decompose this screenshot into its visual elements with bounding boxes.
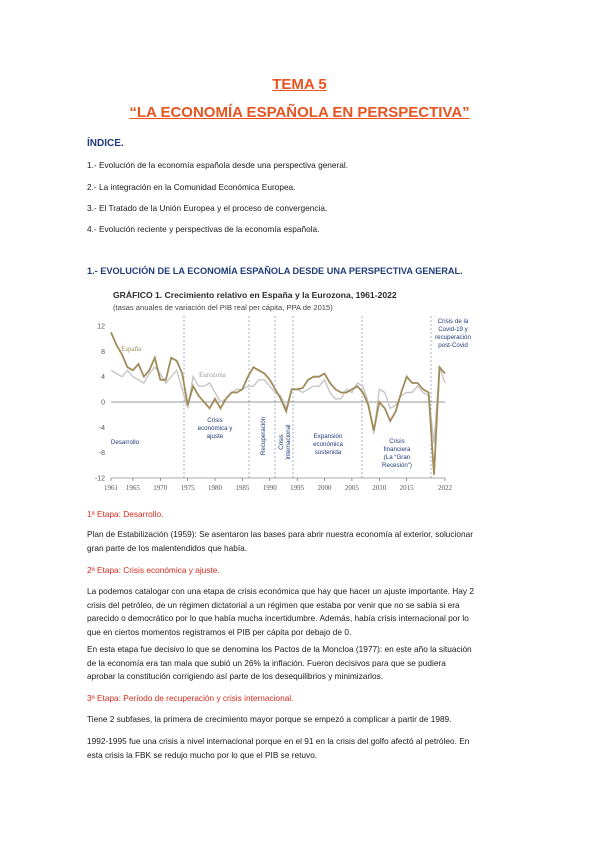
x-tick-label: 1985	[235, 484, 250, 492]
y-tick-label: 0	[101, 399, 105, 407]
section-heading: 1.- EVOLUCIÓN DE LA ECONOMÍA ESPAÑOLA DESDE UNA PERSPECTIVA GENERAL.	[87, 266, 463, 276]
phase-label-crisis-financiera: Crisis financiera (La “Gran Recesión”)	[382, 438, 412, 469]
x-tick-label: 2005	[344, 484, 359, 492]
x-tick-label: 2015	[399, 484, 414, 492]
stage2-paragraph-1	[87, 585, 517, 639]
text-line: Tiene 2 subfases, la primera de crecimiento mayor porque se empezó a complicar a partir de 1989.	[87, 714, 452, 724]
x-tick-label: 1970	[153, 484, 168, 492]
x-tick-label: 2010	[372, 484, 387, 492]
series-eurozona-line	[111, 367, 445, 443]
x-tick-label: 2022	[438, 484, 452, 492]
text-line: La podemos catalogar con una etapa de crisis económica que hay que hacer un ajuste importante. Hay 2	[87, 586, 474, 596]
y-tick-label: 4	[101, 374, 105, 382]
document-title: TEMA 5	[272, 76, 327, 93]
text-line: de la economía era tan mala que subió un 26% la inflación. Fueron decisivos para que se pudiera	[87, 657, 446, 668]
text-line: que en ciertos momentos registramos el PIB per cápita por debajo de 0.	[87, 626, 352, 637]
stage3-paragraph-2	[87, 735, 517, 762]
phase-label-covid: Crisis de la Covid-19 y recuperación post-Covid	[435, 318, 471, 349]
x-tick-label: 1995	[290, 484, 305, 492]
document-subtitle: “LA ECONOMÍA ESPAÑOLA EN PERSPECTIVA”	[129, 104, 470, 121]
x-axis	[104, 478, 453, 492]
y-axis	[95, 324, 105, 483]
y-tick-label: 8	[101, 348, 105, 356]
stage2-paragraph-2	[87, 643, 517, 684]
stage1-heading: 1ª Etapa: Desarrollo.	[87, 509, 164, 519]
index-item: 2.- La integración en la Comunidad Económica Europea.	[87, 182, 296, 192]
stage3-paragraph-1	[87, 713, 517, 727]
chart-subtitle: (tasas anuales de variación del PIB real per cápita, PPA de 2015)	[113, 303, 333, 312]
text-line: gran parte de los malentendidos que había.	[87, 542, 248, 553]
text-line: crisis del petróleo, de un régimen dictatorial a un régimen que estaba por venir que no se sabía si era	[87, 599, 460, 610]
x-tick-label: 1961	[104, 484, 118, 492]
phase-label-crisis-ajuste: Crisis económica y ajuste	[197, 417, 233, 440]
phase-label-desarrollo: Desarrollo	[110, 439, 140, 446]
text-line: Plan de Estabilización (1959): Se asentaron las bases para abrir nuestra economía al exterior, solucionar	[87, 529, 474, 539]
stage1-paragraph	[87, 528, 517, 555]
index-item: 3.- El Tratado de la Unión Europea y el proceso de convergencia.	[87, 203, 328, 213]
phase-label-recuperacion: Recuperación	[260, 416, 267, 456]
text-line: aprobar la constitución corrigiendo así parte de los desequilibrios y minimizarlos.	[87, 671, 384, 681]
series-label-eurozona: Eurozona	[199, 371, 226, 379]
y-tick-label: 12	[97, 323, 105, 331]
phase-label-expansion: Expansión económica sostenida	[313, 433, 343, 456]
chart-title: GRÁFICO 1. Crecimiento relativo en España y la Eurozona, 1961-2022	[113, 290, 397, 300]
index-heading: ÍNDICE.	[87, 138, 124, 149]
x-tick-label: 1990	[262, 484, 277, 492]
text-line: parecido o democrático por lo que había mucha incertidumbre. Además, había crisis internacional por lo	[87, 613, 469, 623]
phase-label-crisis-internacional: Crisisinternacional	[278, 424, 292, 460]
text-line: 1992-1995 fue una crisis a nivel internacional porque en el 91 en la crisis del golfo afectó al petróleo. En	[87, 736, 470, 746]
text-line: En esta etapa fue decisivo lo que se denomina los Pactos de la Moncloa (1977): en este año la situación	[87, 644, 472, 654]
stage3-heading: 3ª Etapa: Período de recuperación y crisis internacional.	[87, 693, 294, 703]
x-tick-label: 1965	[125, 484, 140, 492]
index-item: 4.- Evolución reciente y perspectivas de la economía española.	[87, 224, 320, 234]
stage2-heading: 2ª Etapa: Crisis económica y ajuste.	[87, 565, 220, 575]
y-tick-label: -8	[98, 450, 105, 458]
x-tick-label: 2000	[317, 484, 332, 492]
y-tick-label: -4	[98, 424, 105, 432]
series-label-espana: España	[121, 345, 142, 353]
index-item: 1.- Evolución de la economía española desde una perspectiva general.	[87, 160, 349, 170]
y-tick-label: -12	[94, 475, 105, 483]
text-line: esta crisis la FBK se redujo mucho por lo que el PIB se retuvo.	[87, 749, 318, 760]
x-tick-label: 1980	[208, 484, 223, 492]
x-tick-label: 1975	[180, 484, 195, 492]
growth-chart	[87, 286, 473, 496]
